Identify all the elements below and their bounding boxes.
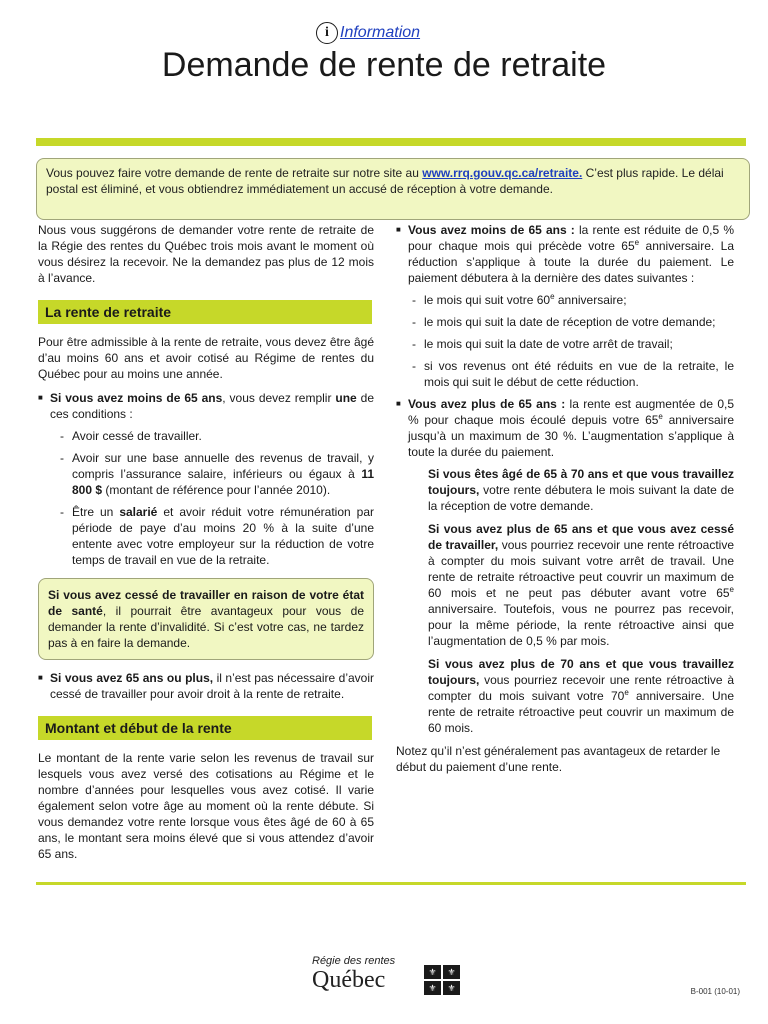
paragraph-65-70 [428, 466, 734, 514]
condition-income-amount: 11 800 $ [72, 467, 374, 497]
square-bullet-icon: ■ [38, 393, 43, 402]
dash-bullet-icon: - [60, 451, 64, 465]
date-item [412, 336, 734, 352]
form-code: B-001 (10-01) [690, 987, 740, 996]
condition-salaried-pre: Être un [72, 505, 120, 519]
bullet-under-65-bold: Si vous avez moins de 65 ans [50, 391, 223, 405]
dash-bullet-icon: - [412, 293, 416, 307]
paragraph-stopped-work-bold: Si vous avez plus de 65 ans et que vous avez cessé de travailler, [428, 522, 734, 552]
paragraph-stopped-work-text1: vous pourriez recevoir une rente rétroactive à compter du mois suivant votre arrêt de travail. Une rente de retraite rétroactive peut couvrir un maximum de 60 mois et ne peut pas débuter avant votre 65 [428, 538, 735, 600]
information-link[interactable]: Information [340, 24, 421, 41]
dash-bullet-icon: - [60, 505, 64, 519]
website-link[interactable]: www.rrq.gouv.qc.ca/retraite. [422, 166, 583, 180]
bullet-under-65-bold-une: une [335, 391, 357, 405]
superscript-e: e [624, 688, 629, 697]
condition-item [60, 450, 374, 498]
health-callout-text: , il pourrait être avantageux pour vous de demander la rente d’invalidité. Si c’est votre cas, ne tardez pas à en faire la demande. [48, 604, 365, 650]
date-item-60-text: le mois qui suit votre 60 [424, 293, 551, 307]
quebec-flag-icon: ⚜ ⚜ ⚜ ⚜ [424, 965, 460, 995]
paragraph-over-70-text2: anniversaire. Une rente de retraite rétroactive peut couvrir un maximum de 60 mois. [428, 689, 734, 735]
condition-salaried-text: et avoir réduit votre rémunération par période de paye d’au moins 20 % à la suite d’une entente avec votre employeur sur la réduction de votre temps de travail en vue de la retraite. [72, 505, 374, 567]
square-bullet-icon: ■ [38, 673, 43, 682]
date-item-stop-work: le mois qui suit la date de votre arrêt de travail; [424, 337, 673, 351]
bullet-moins-65 [396, 222, 734, 286]
date-item-60-tail: anniversaire; [554, 293, 627, 307]
date-item [412, 292, 734, 308]
bullet-moins-65-text2: anniversaire. La réduction s’applique à toute la durée du paiement. Le paiement débutera à la dernière des dates suivantes : [408, 239, 734, 285]
square-bullet-icon: ■ [396, 399, 401, 408]
notice-text-after: C’est plus rapide. Le délai postal est éliminé, et vous obtiendrez immédiatement un accusé de réception à votre demande. [46, 166, 724, 196]
dash-bullet-icon: - [412, 337, 416, 351]
dash-bullet-icon: - [412, 359, 416, 373]
condition-salaried-bold: salarié [119, 505, 158, 519]
online-notice-box [36, 158, 750, 220]
right-column [396, 222, 734, 783]
intro-paragraph: Nous vous suggérons de demander votre rente de retraite de la Régie des rentes du Québec trois mois avant le moment où vous désirez la recevoir. Ne la demandez pas plus de 12 mois à l’avance. [38, 223, 374, 285]
info-icon: i [316, 22, 338, 44]
section-heading-montant: Montant et début de la rente [38, 716, 372, 740]
logo-quebec: Québec [312, 967, 386, 993]
notice-text-before: Vous pouvez faire votre demande de rente de retraite sur notre site au [46, 166, 423, 180]
dash-bullet-icon: - [60, 429, 64, 443]
closing-note: Notez qu’il n’est généralement pas avantageux de retarder le début du paiement d’une rente. [396, 744, 721, 774]
square-bullet-icon: ■ [396, 225, 401, 234]
health-callout-box [38, 578, 374, 660]
bullet-moins-65-text1: la rente est réduite de 0,5 % pour chaque mois qui précède votre 65 [408, 223, 734, 253]
paragraph-65-70-text: votre rente débutera le mois suivant la date de la réception de votre demande. [428, 483, 734, 513]
date-item [412, 314, 734, 330]
paragraph-65-70-bold: Si vous êtes âgé de 65 à 70 ans et que vous travaillez toujours, [428, 467, 734, 497]
bullet-65-plus-bold: Si vous avez 65 ans ou plus, [50, 671, 214, 685]
bottom-divider [36, 882, 746, 885]
bullet-65-plus [38, 670, 374, 702]
date-item-reduced-income: si vos revenus ont été réduits en vue de la retraite, le mois qui suit le début de cette réduction. [424, 359, 734, 389]
paragraph-over-70 [428, 656, 734, 736]
superscript-e: e [550, 292, 555, 301]
logo-agency-name: Régie des rentes [312, 955, 396, 967]
bullet-under-65 [38, 390, 374, 422]
date-item [412, 358, 734, 390]
bullet-under-65-text: , vous devez remplir [222, 391, 336, 405]
superscript-e: e [634, 238, 640, 247]
eligibility-paragraph: Pour être admissible à la rente de retraite, vous devez être âgé d’au moins 60 ans et avoir cotisé au Régime de rentes du Québec pour au moins une année. [38, 335, 374, 381]
superscript-e: e [658, 412, 663, 421]
paragraph-stopped-work [428, 521, 734, 649]
bullet-under-65-text2: de ces conditions : [50, 391, 374, 421]
information-header [316, 22, 420, 44]
bullet-plus-65 [396, 396, 734, 460]
bullet-plus-65-text1: la rente est augmentée de 0,5 % pour chaque mois écoulé depuis votre 65 [408, 397, 735, 427]
amount-paragraph: Le montant de la rente varie selon les revenus de travail sur lesquels vous avez versé des cotisations au Régime et le nombre d’années pour lesquelles vous avez cotisé. Il varie également selon votre âge au moment où la rente débute. Si vous demandez votre rente lorsque vous êtes âgé de 60 à 65 ans, le montant sera moins élevé que si vous attendez d’avoir 65 ans. [38, 751, 374, 861]
left-column [38, 222, 374, 870]
bullet-65-plus-text: il n’est pas nécessaire d’avoir cessé de travailler pour avoir droit à la rente de retraite. [50, 671, 375, 701]
condition-stopped-work: Avoir cessé de travailler. [72, 429, 202, 443]
top-divider [36, 138, 746, 146]
section-heading-rente: La rente de retraite [38, 300, 372, 324]
superscript-e: e [729, 585, 734, 594]
condition-item [60, 504, 374, 568]
bullet-plus-65-text2: anniversaire jusqu’à un maximum de 30 %. L’augmentation s’applique à toute la durée du paiement. [408, 413, 734, 459]
health-callout-bold: Si vous avez cessé de travailler en raison de votre état de santé [48, 588, 364, 618]
rrq-logo [312, 955, 456, 994]
condition-item [60, 428, 374, 444]
dash-bullet-icon: - [412, 315, 416, 329]
date-item-reception: le mois qui suit la date de réception de votre demande; [424, 315, 716, 329]
paragraph-stopped-work-text2: anniversaire. Toutefois, vous ne pourrez pas recevoir, pour la même période, la rente rétroactive ainsi que l’augmentation de 0,5 % par mois. [428, 602, 734, 648]
condition-income-tail: (montant de référence pour l’année 2010). [102, 483, 331, 497]
condition-income-text: Avoir sur une base annuelle des revenus de travail, y compris l’assurance salaire, inférieurs ou égaux à [72, 451, 374, 481]
page-title: Demande de rente de retraite [161, 46, 607, 84]
paragraph-over-70-bold: Si vous avez plus de 70 ans et que vous travaillez toujours, [428, 657, 734, 687]
paragraph-over-70-text1: vous pourriez recevoir une rente rétroactive à compter du mois suivant votre 70 [428, 673, 734, 703]
bullet-plus-65-bold: Vous avez plus de 65 ans : [408, 397, 566, 411]
bullet-moins-65-bold: Vous avez moins de 65 ans : [408, 223, 575, 237]
